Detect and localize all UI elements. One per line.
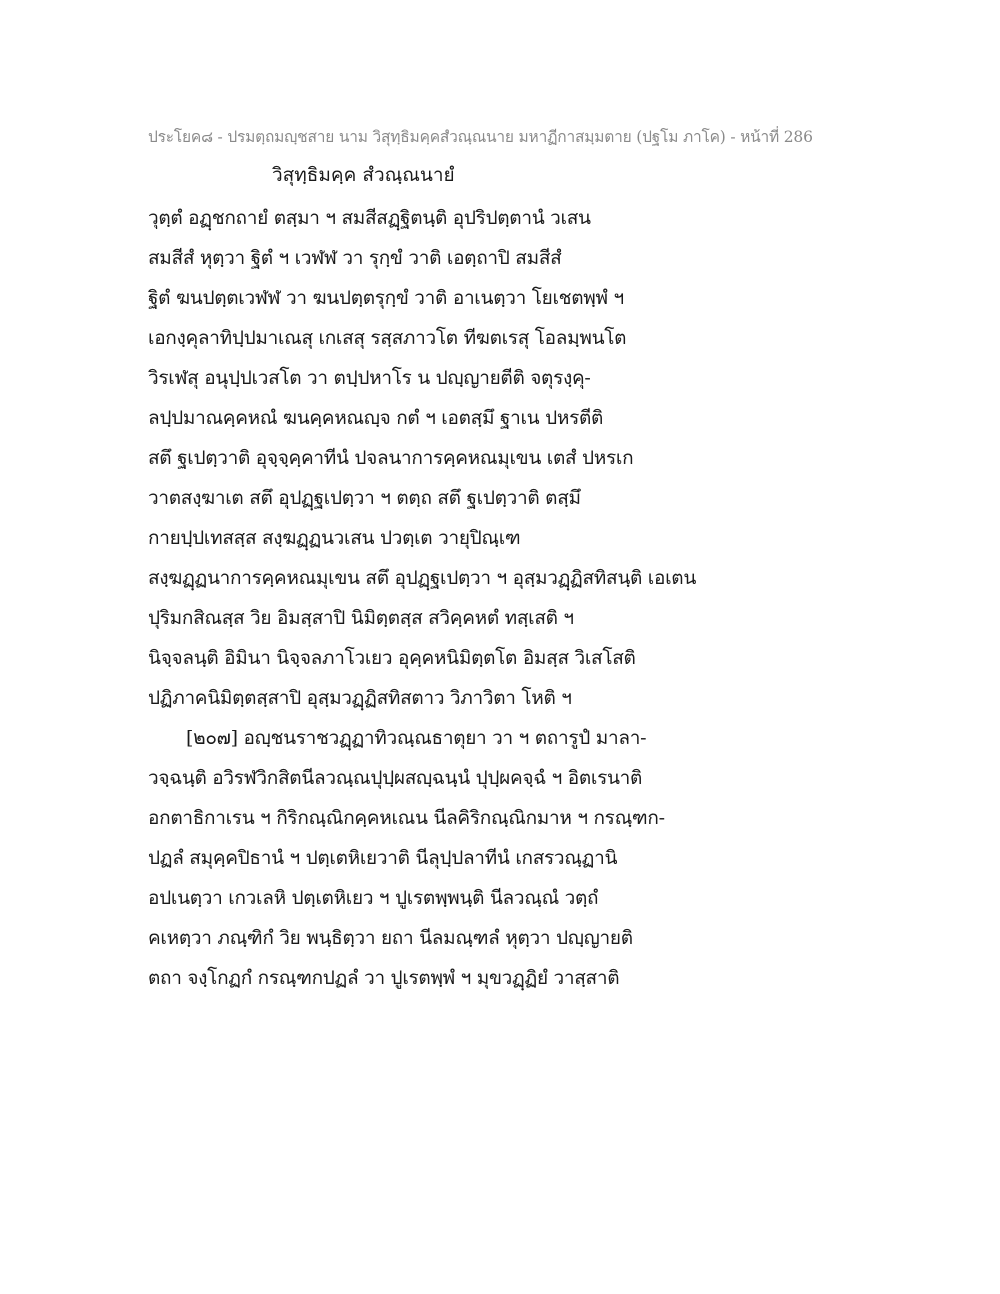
text-line: กายปฺปเทสสฺส สงฺฆฏฺฏนวเสน ปวตฺเต วายุปิณฺเฑ <box>148 527 521 549</box>
text-line: วจฺฉนฺติ อวิรฬวิกสิตนีลวณฺณปุปฺผสญฺฉนฺนํ ปุปฺผคจฺฉํ ฯ อิตเรนาติ <box>148 767 643 789</box>
text-line: คเหตฺวา ภณฺฑิกํ วิย พนฺธิตฺวา ยถา นีลมณฺฑลํ หุตฺวา ปญฺญายติ <box>148 927 633 949</box>
text-line: ตถา จงฺโกฏกํ กรณฺฑกปฏลํ วา ปูเรตพฺพํ ฯ มุขวฏฺฏิยํ วาสฺสาติ <box>148 967 620 989</box>
text-line: วุตฺตํ อฏฺชกถายํ ตสฺมา ฯ สมสีสฏฺฐิตนฺติ อุปริปตฺตานํ วเสน <box>148 207 591 229</box>
text-line: วิรเฬสุ อนุปฺปเวสโต วา ตปฺปหาโร น ปญฺญายตีติ จตุรงฺคุ- <box>148 367 591 389</box>
text-line: สตึ ฐเปตฺวาติ อุจฺจฺคฺคาทีนํ ปจลนาการคฺคหณมุเขน เตสํ ปหรเก <box>148 447 634 469</box>
text-line: ปฏิภาคนิมิตฺตสฺสาปิ อุสฺมวฏฺฏิสทิสตาว วิภาวิตา โหติ ฯ <box>148 687 572 709</box>
text-line: สมสีสํ หุตฺวา ฐิตํ ฯ เวฬฬ วา รุกฺขํ วาติ เอตฺถาปิ สมสีสํ <box>148 247 562 269</box>
text-line: ปุริมกสิณสฺส วิย อิมสฺสาปิ นิมิตฺตสฺส สวิคฺคหตํ ทสฺเสติ ฯ <box>148 607 574 629</box>
text-line: ลปฺปมาณคฺคหณํ ฆนคฺคหณญฺจ กตํ ฯ เอตสฺมึ ฐาเน ปหรตีติ <box>148 407 604 429</box>
paragraph-start-line: [๒๐๗] อญฺชนราชวฏฺฏาทิวณฺณธาตุยา วา ฯ ตถารูปํ มาลา- <box>186 727 647 749</box>
text-line: วาตสงฺฆาเต สตึ อุปฏฺฐเปตฺวา ฯ ตตฺถ สตึ ฐเปตฺวาติ ตสฺมึ <box>148 487 581 509</box>
section-title: วิสุทฺธิมคฺค สํวณฺณนายํ <box>272 164 455 186</box>
text-line: ปฏลํ สมุคฺคปิธานํ ฯ ปตฺเตหิเยวาติ นีลุปฺปลาทีนํ เกสรวณฺฏานิ <box>148 847 618 869</box>
text-line: นิจฺจลนฺติ อิมินา นิจฺจลภาโวเยว อุคฺคหนิมิตฺตโต อิมสฺส วิเสโสติ <box>148 647 636 669</box>
body-text <box>148 198 848 998</box>
text-line: อกตาธิกาเรน ฯ กิริกณฺณิกคฺคหเณน นีลคิริกณฺณิกมาห ฯ กรณฺฑก- <box>148 807 665 829</box>
text-line: สงฺฆฏฺฏนาการคฺคหณมุเขน สตึ อุปฏฺฐเปตฺวา ฯ อุสฺมวฏฺฏิสทิสนฺติ เอเตน <box>148 567 697 589</box>
running-header: ประโยค๘ - ปรมตฺถมญฺชสาย นาม วิสุทฺธิมคฺคสํวณฺณนาย มหาฏีกาสมฺมตาย (ปฐโม ภาโค) - หน้าที่ 286 <box>148 128 813 146</box>
text-line: ฐิตํ ฆนปตฺตเวฬฬ วา ฆนปตฺตรุกฺขํ วาติ อาเนตฺวา โยเชตพฺพํ ฯ <box>148 287 624 309</box>
text-line: อปเนตฺวา เกวเลหิ ปตฺเตหิเยว ฯ ปูเรตพฺพนฺติ นีลวณฺณํ วตฺถํ <box>148 887 599 909</box>
text-line: เอกงฺคุลาทิปฺปมาเณสุ เกเสสุ รสฺสภาวโต ทีฆตเรสุ โอลมฺพนโต <box>148 327 627 349</box>
